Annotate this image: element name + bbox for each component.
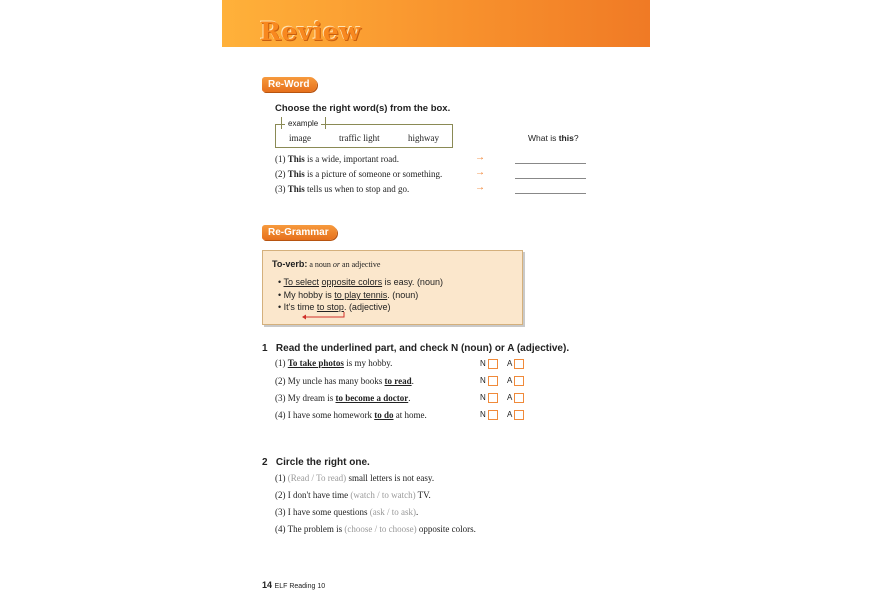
word-option-3: highway (408, 133, 439, 143)
word-option-1: image (289, 133, 311, 143)
side-question: What is this? (528, 133, 579, 143)
q2-heading: 2 Circle the right one. (262, 457, 370, 468)
q1-heading: 1 Read the underlined part, and check N (noun) or A (adjective). (262, 343, 570, 354)
answer-line-3[interactable] (515, 193, 586, 194)
adjective-checkbox-4[interactable] (514, 410, 524, 420)
box-tick-right (325, 117, 326, 129)
arrow-icon: → (475, 152, 485, 163)
regrammar-tab: Re-Grammar (262, 225, 337, 240)
reword-item-2: (2) This is a picture of someone or something. (275, 169, 443, 179)
noun-checkbox-2[interactable] (488, 376, 498, 386)
q1-item-3: (3) My dream is to become a doctor. (275, 393, 411, 403)
reword-item-3: (3) This tells us when to stop and go. (275, 184, 410, 194)
q2-item-1: (1) (Read / To read) small letters is not easy. (275, 473, 435, 483)
page-title: Review (260, 17, 362, 46)
grammar-example-2: • My hobby is to play tennis. (noun) (278, 290, 419, 300)
grammar-example-1: • To select opposite colors is easy. (noun) (278, 277, 443, 287)
noun-label: N (480, 410, 486, 419)
noun-label: N (480, 393, 486, 402)
noun-checkbox-1[interactable] (488, 359, 498, 369)
book-title: ELF Reading 10 (274, 583, 326, 590)
example-label: example (285, 119, 321, 128)
adjective-label: A (507, 376, 513, 385)
box-tick-left (281, 117, 282, 129)
workbook-page (222, 0, 650, 612)
q1-item-4: (4) I have some homework to do at home. (275, 410, 427, 420)
q2-item-2: (2) I don't have time (watch / to watch) TV. (275, 490, 431, 500)
page-number: 14 (262, 580, 273, 590)
noun-checkbox-4[interactable] (488, 410, 498, 420)
choice-option[interactable]: (Read / To read) (287, 473, 347, 483)
adjective-label: A (507, 393, 513, 402)
arrow-icon: → (475, 167, 485, 178)
answer-line-2[interactable] (515, 178, 586, 179)
grammar-example-3: • It's time to stop. (adjective) (278, 302, 391, 312)
answer-line-1[interactable] (515, 163, 586, 164)
q1-item-2: (2) My uncle has many books to read. (275, 376, 414, 386)
adjective-checkbox-1[interactable] (514, 359, 524, 369)
reword-instruction: Choose the right word(s) from the box. (275, 103, 451, 114)
q1-item-1: (1) To take photos is my hobby. (275, 358, 393, 368)
noun-label: N (480, 376, 486, 385)
noun-label: N (480, 359, 486, 368)
arrow-icon: → (475, 182, 485, 193)
choice-option[interactable]: (choose / to choose) (344, 524, 417, 534)
modifier-arrow-icon (300, 312, 350, 320)
noun-checkbox-3[interactable] (488, 393, 498, 403)
choice-option[interactable]: (ask / to ask) (369, 507, 416, 517)
adjective-label: A (507, 359, 513, 368)
adjective-label: A (507, 410, 513, 419)
reword-tab: Re-Word (262, 77, 317, 92)
q2-item-4: (4) The problem is (choose / to choose) opposite colors. (275, 524, 476, 534)
grammar-title: To-verb: a noun or an adjective (272, 259, 381, 269)
page-header (222, 0, 650, 47)
page-footer (262, 580, 325, 590)
reword-item-1: (1) This is a wide, important road. (275, 154, 399, 164)
adjective-checkbox-3[interactable] (514, 393, 524, 403)
q2-item-3: (3) I have some questions (ask / to ask). (275, 507, 419, 517)
word-option-2: traffic light (339, 133, 380, 143)
adjective-checkbox-2[interactable] (514, 376, 524, 386)
choice-option[interactable]: (watch / to watch) (350, 490, 416, 500)
